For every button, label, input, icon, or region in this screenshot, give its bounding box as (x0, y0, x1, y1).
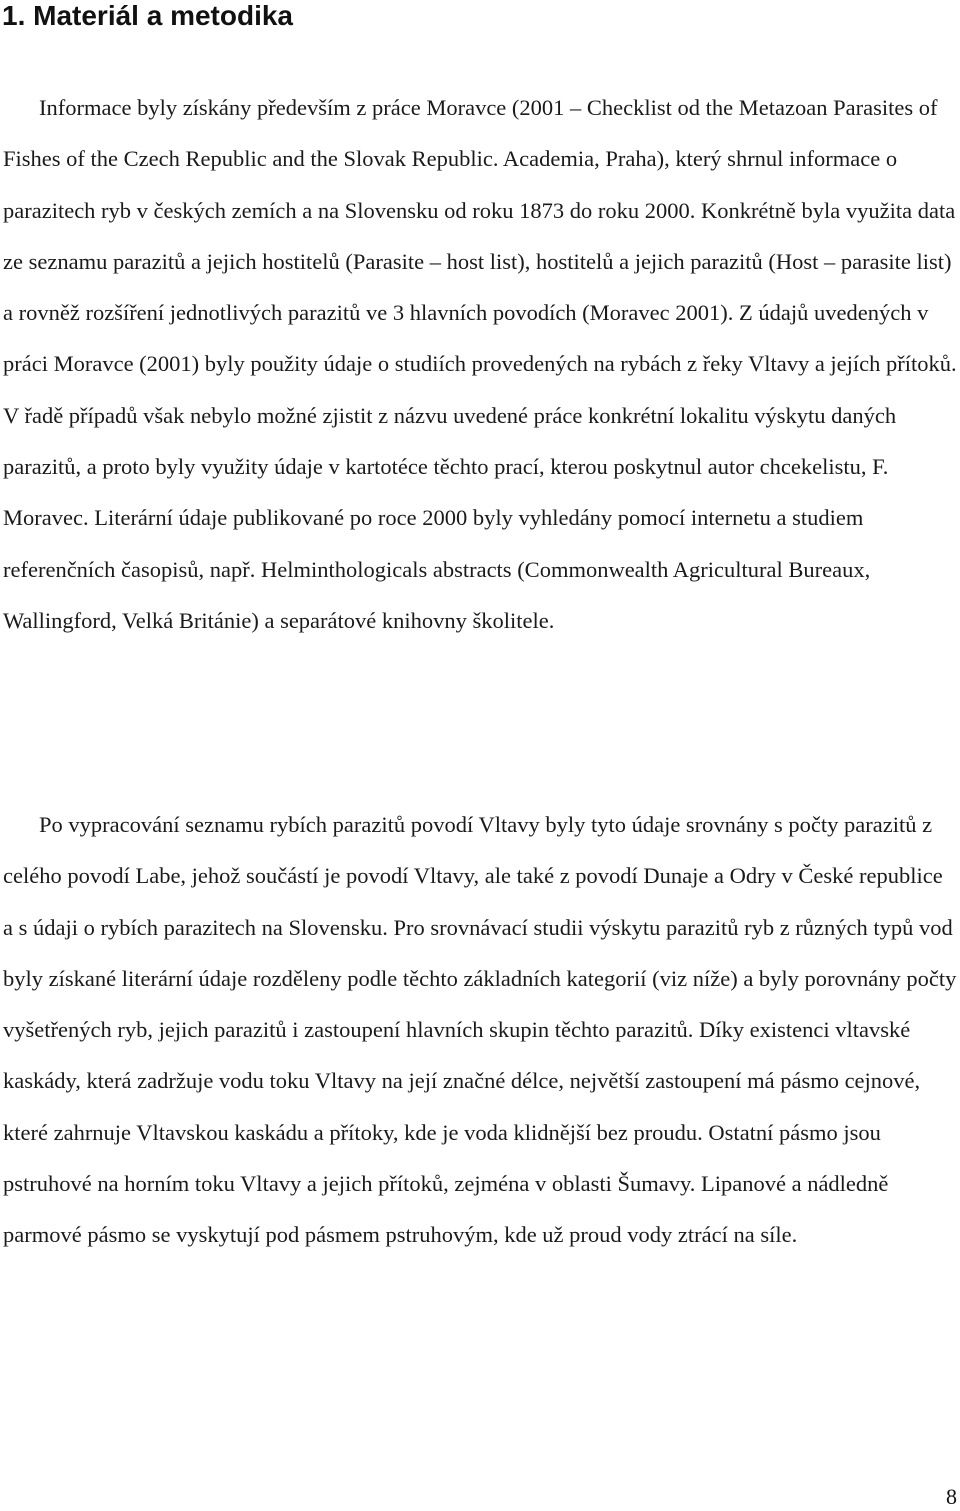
page-number: 8 (946, 1484, 957, 1509)
paragraph-sources: Informace byly získány především z práce Moravce (2001 – Checklist od the Metazoan Parasites of Fishes of the Czech Republic and the Slovak Republic. Academia, Praha), který shrnul informace o parazitech ryb v českých zemích a na Slovensku od roku 1873 do roku 2000. Konkrétně byla využita data ze seznamu parazitů a jejich hostitelů (Parasite – host list), hostitelů a jejich parazitů (Host – parasite list) a rovněž rozšíření jednotlivých parazitů ve 3 hlavních povodích (Moravec 2001). Z údajů uvedených v práci Moravce (2001) byly použity údaje o studiích provedených na rybách z řeky Vltavy a jejích přítoků. V řadě případů však nebylo možné zjistit z názvu uvedené práce konkrétní lokalitu výskytu daných parazitů, a proto byly využity údaje v kartotéce těchto prací, kterou poskytnul autor chcekelistu, F. Moravec. Literární údaje publikované po roce 2000 byly vyhledány pomocí internetu a studiem referenčních časopisů, např. Helminthologicals abstracts (Commonwealth Agricultural Bureaux, Wallingford, Velká Británie) a separátové knihovny školitele. (3, 95, 957, 633)
paragraph-comparison: Po vypracování seznamu rybích parazitů povodí Vltavy byly tyto údaje srovnány s počty parazitů z celého povodí Labe, jehož součástí je povodí Vltavy, ale také z povodí Dunaje a Odry v České republice a s údaji o rybích parazitech na Slovensku. Pro srovnávací studii výskytu parazitů ryb z různých typů vod byly získané literární údaje rozděleny podle těchto základních kategorií (viz níže) a byly porovnány počty vyšetřených ryb, jejich parazitů i zastoupení hlavních skupin těchto parazitů. Díky existenci vltavské kaskády, která zadržuje vodu toku Vltavy na její značné délce, největší zastoupení má pásmo cejnové, které zahrnuje Vltavskou kaskádu a přítoky, kde je voda klidnější bez proudu. Ostatní pásmo jsou pstruhové na horním toku Vltavy a jejich přítoků, zejména v oblasti Šumavy. Lipanové a nádledně parmové pásmo se vyskytují pod pásmem pstruhovým, kde už proud vody ztrácí na síle. (3, 812, 957, 1248)
section-heading: 1. Materiál a metodika (2, 0, 294, 31)
